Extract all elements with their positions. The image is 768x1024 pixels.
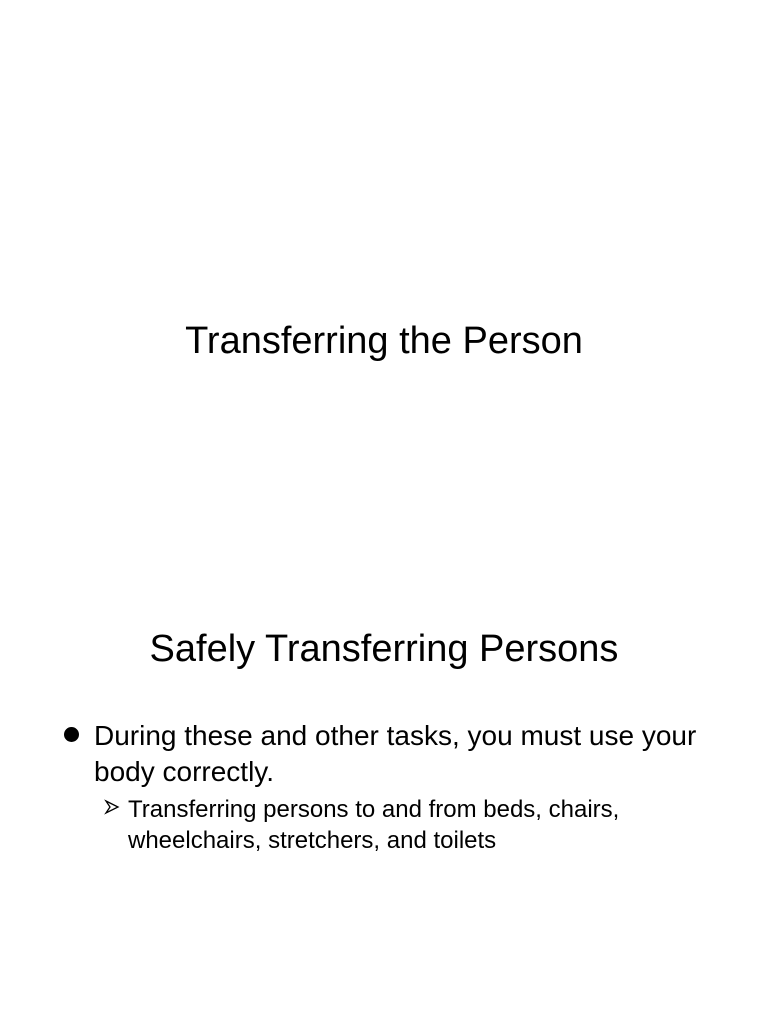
slide-content-heading: Safely Transferring Persons <box>149 628 619 670</box>
bullet-list <box>60 718 720 856</box>
bullet-dot-icon <box>64 727 79 742</box>
slide-title-heading: Transferring the Person <box>185 320 583 362</box>
slide-content <box>0 576 768 1024</box>
arrowhead-bullet-icon <box>104 799 120 815</box>
bullet-item <box>60 718 720 856</box>
sub-bullet-list <box>94 794 720 856</box>
sub-bullet-text: Transferring persons to and from beds, chairs, wheelchairs, stretchers, and toilets <box>128 796 620 854</box>
sub-bullet-item <box>94 794 720 856</box>
bullet-text: During these and other tasks, you must use your body correctly. <box>94 720 697 787</box>
